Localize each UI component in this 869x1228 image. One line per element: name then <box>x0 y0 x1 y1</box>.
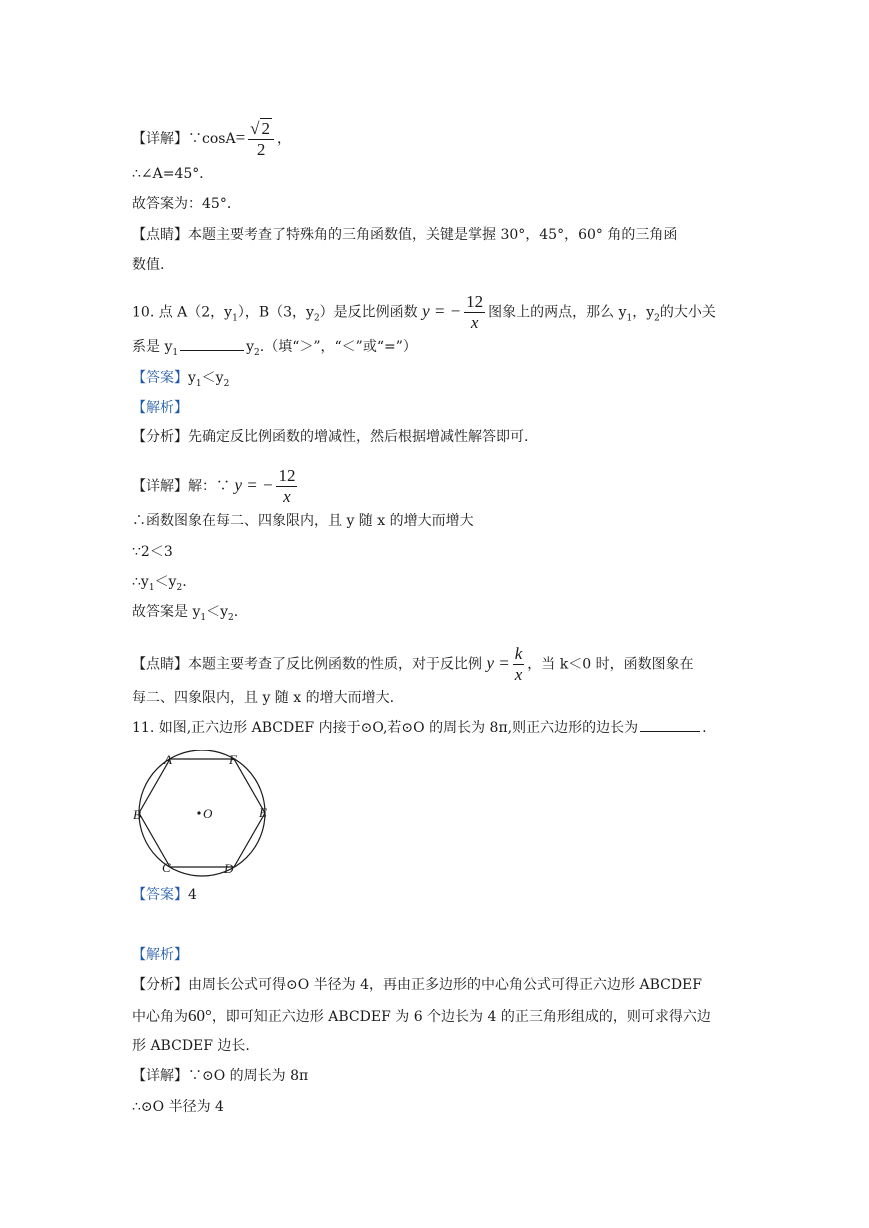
subscript: 2 <box>223 379 230 389</box>
center-point <box>197 811 200 814</box>
q11-answer-line <box>132 885 197 905</box>
label-d: D <box>224 861 234 876</box>
subscript: 1 <box>232 313 238 324</box>
text-part: . <box>233 604 239 620</box>
q9-detail-line <box>132 118 291 160</box>
q10-answer-text-line <box>132 602 238 628</box>
sqrt-radicand: 2 <box>261 119 271 138</box>
subscript: 2 <box>176 583 183 593</box>
q10-2lt3-line: ∵2＜3 <box>132 544 173 560</box>
answer-tag: 【答案】 <box>132 887 188 903</box>
q11-stem-line <box>132 718 707 738</box>
subscript: 1 <box>195 379 202 389</box>
answer-part: y <box>188 370 196 386</box>
q11-fenxi-line1 <box>132 975 702 995</box>
q10-therefore-line <box>132 572 187 598</box>
fenxi-text: 由周长公式可得⊙O 半径为 4，再由正多边形的中心角公式可得正六边形 ABCDEF <box>188 977 702 993</box>
twelve-over-x-fraction <box>464 292 485 333</box>
sixty-degrees: 60° <box>188 1006 212 1025</box>
k-over-x-fraction <box>513 644 525 685</box>
fraction-numerator: 12 <box>466 292 484 311</box>
stem-part: ），B（3，y <box>237 304 314 321</box>
fraction-denominator: x <box>470 313 479 332</box>
stem-part: 图象上的两点，那么 y <box>488 304 627 321</box>
fraction-denominator: x <box>514 665 523 684</box>
function-lhs: y = − <box>234 475 274 495</box>
circle-o <box>139 750 265 876</box>
label-f: F <box>229 752 237 767</box>
q9-comment-line1 <box>132 225 677 245</box>
q10-analysis-tag: 【解析】 <box>132 400 188 416</box>
sqrt2-over-2-fraction: $\frac{√ 2}{2}$ <box>248 118 274 160</box>
q10-fenxi-line <box>132 427 528 447</box>
q10-stem-line1 <box>132 292 716 333</box>
hexagon-in-circle-figure <box>130 750 280 880</box>
equals-sign: = <box>235 128 246 147</box>
q11-fenxi-line2 <box>132 1006 711 1027</box>
label-c: C <box>162 860 171 875</box>
subscript: 1 <box>172 348 179 358</box>
q11-detail-line2: ∴⊙O 半径为 4 <box>132 1099 224 1115</box>
fenxi-text: 先确定反比例函数的增减性，然后根据增减性解答即可. <box>188 429 529 445</box>
q11-fenxi-line3: 形 ABCDEF 边长. <box>132 1038 250 1054</box>
q9-comment-line2: 数值. <box>132 257 165 273</box>
label-e: E <box>259 805 267 820</box>
comment-tag: 【点睛】 <box>132 656 188 673</box>
subscript: 2 <box>654 313 660 324</box>
label-b: B <box>133 807 141 822</box>
detail-tag: 【详解】 <box>132 1068 188 1084</box>
answer-tag: 【答案】 <box>132 370 188 386</box>
text-part: . <box>182 574 187 590</box>
detail-tag: 【详解】 <box>132 131 188 147</box>
stem-end: . <box>702 720 707 736</box>
stem-part: 的大小关 <box>659 304 716 321</box>
q10-answer-line <box>132 368 229 394</box>
fraction-denominator: x <box>283 487 291 506</box>
comment-tag: 【点睛】 <box>132 227 188 243</box>
label-o: O <box>203 806 213 821</box>
subscript: 2 <box>254 348 260 358</box>
comma: ， <box>277 131 292 147</box>
detail-text: ∵⊙O 的周长为 8π <box>188 1068 309 1084</box>
detail-text: 解：∵ <box>188 478 230 495</box>
cos-text: ∵cosA <box>188 131 236 147</box>
answer-part: ＜y <box>201 370 224 386</box>
stem-part: 系是 y <box>132 339 173 355</box>
q10-comment-line1 <box>132 644 694 685</box>
text-part: ＜y <box>154 574 177 590</box>
hexagon-abcdef <box>139 759 265 867</box>
q10-quadrant-line: ∴函数图象在每二、四象限内，且 y 随 x 的增大而增大 <box>132 513 474 529</box>
detail-tag: 【详解】 <box>132 478 188 495</box>
fenxi-tag: 【分析】 <box>132 429 188 445</box>
stem-part: 10. 点 A（2，y <box>132 304 233 321</box>
answer-blank <box>640 719 700 732</box>
comment-text: ，当 k＜0 时，函数图象在 <box>527 656 694 673</box>
text-part: 中心角为 <box>132 1009 188 1025</box>
q10-detail-line <box>132 466 300 507</box>
text-part: 故答案是 y <box>132 604 201 620</box>
fraction-numerator: k <box>514 644 523 663</box>
stem-part: y <box>246 339 255 355</box>
fraction-denominator: 2 <box>256 140 266 159</box>
comment-text: 本题主要考查了特殊角的三角函数值，关键是掌握 30°，45°，60° 角的三角函 <box>188 227 678 243</box>
subscript: 1 <box>626 313 633 324</box>
q9-answer-line: 故答案为：45°． <box>132 196 241 212</box>
q11-detail-line1 <box>132 1066 308 1086</box>
q10-comment-line2: 每二、四象限内，且 y 随 x 的增大而增大. <box>132 690 395 706</box>
function-lhs: y = <box>486 653 510 673</box>
text-part: ∴y <box>132 574 149 590</box>
function-lhs: y = − <box>422 301 462 321</box>
stem-part: ，y <box>632 304 655 321</box>
answer-value: 4 <box>188 887 197 903</box>
comment-text: 本题主要考查了反比例函数的性质，对于反比例 <box>188 656 482 673</box>
subscript: 2 <box>228 613 234 623</box>
subscript: 1 <box>200 613 207 623</box>
subscript: 1 <box>148 583 155 593</box>
text-part: ，即可知正六边形 ABCDEF 为 6 个边长为 4 的正三角形组成的，则可求得六边 <box>211 1009 711 1025</box>
q10-stem-line2 <box>132 337 417 363</box>
stem-part: ）是反比例函数 <box>319 304 418 321</box>
q9-therefore-line: ∴∠A=45°． <box>132 166 214 182</box>
label-a: A <box>164 752 172 767</box>
answer-blank <box>180 338 244 351</box>
fraction-numerator: 12 <box>278 466 296 485</box>
q11-analysis-tag: 【解析】 <box>132 947 188 963</box>
stem-text: 11. 如图,正六边形 ABCDEF 内接于⊙O,若⊙O 的周长为 8π,则正六边形的边长为 <box>132 720 639 736</box>
stem-part: .（填“＞”，“＜”或“=”） <box>259 339 417 355</box>
text-part: ＜y <box>206 604 229 620</box>
subscript: 2 <box>313 313 320 324</box>
fenxi-tag: 【分析】 <box>132 977 188 993</box>
twelve-over-x-fraction <box>276 466 297 507</box>
